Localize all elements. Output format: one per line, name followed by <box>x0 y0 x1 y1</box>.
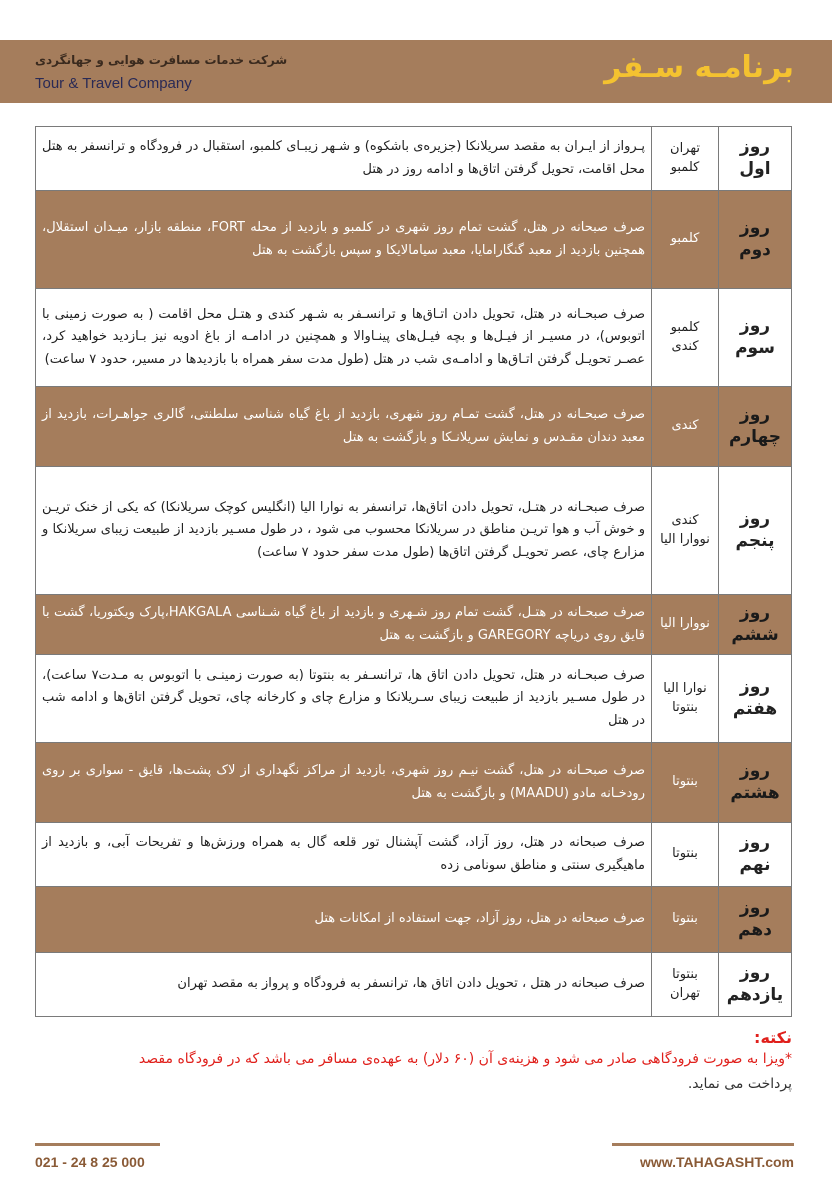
itinerary-row <box>36 289 792 387</box>
city-cell <box>652 387 719 467</box>
day-cell <box>719 289 792 387</box>
note-line-1: *ویزا به صورت فرودگاهی صادر می شود و هزینه‌ی آن (۶۰ دلار) به عهده‌ی مسافر می باشد که در فرودگاه مقصد <box>138 1051 792 1067</box>
city-cell <box>652 953 719 1017</box>
day-number: یازدهم <box>726 984 784 1005</box>
day-description: صرف صبحانه در هتل ، تحویل دادن اتاق ها، ترانسفر به فرودگاه و پرواز به مقصد تهران <box>36 953 652 1017</box>
company-name-fa: شرکت خدمات مسافرت هوایی و جهانگردی <box>35 53 288 67</box>
city-cell <box>652 289 719 387</box>
day-label: روز <box>739 509 771 530</box>
city-name: نووارا الیا <box>660 616 710 632</box>
day-description: صرف صبحـانه در هتل، گشت نیـم روز شهری، بازدید از مراکز نگهداری از لاک پشت‌ها، قایق - سواری بر روی رودخـانه مادو (MAADU) و بازگشت به هتل <box>36 743 652 823</box>
city-name: تهران <box>670 140 700 156</box>
page-title: برنامـه سـفر <box>604 50 794 85</box>
itinerary-row <box>36 743 792 823</box>
city-cell <box>652 743 719 823</box>
website-link[interactable]: www.TAHAGASHT.com <box>639 1154 794 1170</box>
day-description: صرف صبحانه در هتل، روز آزاد، جهت استفاده از امکانات هتل <box>36 887 652 953</box>
day-description: پـرواز از ایـران به مقصد سریلانکا (جزیره‌ی باشکوه) و شـهر زیبـای کلمبو، استقبال در فرودگاه و ترانسفر به هتل محل اقامت، تحویل گرفتن اتاق‌ها و ادامه روز در هتل <box>36 127 652 191</box>
city-name: بنتوتا <box>672 966 698 982</box>
itinerary-row <box>36 127 792 191</box>
city-name: بنتوتا <box>672 846 698 862</box>
day-number: چهارم <box>728 426 782 447</box>
day-label: روز <box>739 405 771 426</box>
day-cell <box>719 655 792 743</box>
city-cell <box>652 127 719 191</box>
day-number: سوم <box>735 337 775 358</box>
footer-divider <box>35 1143 160 1146</box>
itinerary-row <box>36 655 792 743</box>
phone-number: 021 - 24 8 25 000 <box>35 1154 145 1170</box>
city-name-secondary: کلمبو <box>670 159 700 175</box>
day-description: صرف صبحـانه در هتـل، تحویل دادن اتاق‌ها، ترانسفر به نوارا الیا (انگلیس کوچک سریلانکا) که یکی از خنک تریـن و خوش آب و هوا تریـن مناطق در سریلانکا محسوب می شود ، در طول مسـیر بازدید از طبیعت زیبای سریلانکا و مزارع چای، عصر تحویـل گرفتن اتاق‌ها (طول مدت سفر حدود ۷ ساعت) <box>36 467 652 595</box>
day-number: پنجم <box>735 530 775 551</box>
day-cell <box>719 467 792 595</box>
footer-divider <box>612 1143 794 1146</box>
day-number: هشتم <box>730 782 780 803</box>
city-cell <box>652 887 719 953</box>
day-description: صرف صبحانه در هتل، روز آزاد، گشت آپشنال تور قلعه گال به همراه ورزش‌ها و تفریحات آبی، و بازدید از ماهیگیری سنتی و مناطق سونامی زده <box>36 823 652 887</box>
itinerary-row <box>36 595 792 655</box>
day-label: روز <box>739 761 771 782</box>
city-name: نوارا الیا <box>663 680 707 696</box>
day-number: هفتم <box>732 698 778 719</box>
day-description: صرف صبحـانه در هتل، تحویل دادن اتاق ها، ترانسـفر به بنتوتا (به صورت زمینـی با اتوبوس به مـدت۷ ساعت)، در طول مسـیر بازدید از طبیعت زیبای سـریلانکا و مزارع چای و کارخانه چای، تحویل گرفتن اتاق‌ها و ادامه شب در هتل <box>36 655 652 743</box>
day-number: دوم <box>739 239 771 260</box>
day-cell <box>719 191 792 289</box>
header-bar <box>0 40 832 103</box>
city-name: کلمبو <box>670 319 700 335</box>
city-cell <box>652 191 719 289</box>
day-cell <box>719 887 792 953</box>
note-title: نکته: <box>754 1028 792 1047</box>
day-description: صرف صبحـانه در هتل، تحویل دادن اتـاق‌ها و ترانسـفر به شـهر کندی و هتـل محل اقامت ( به صورت زمینی با اتوبوس)، در مسیـر از فیـل‌ها و بچه فیـل‌های پینـاوالا و همچنین در ادامـه از باغ ادویه نیز بـازدید خواهید کرد، عصـر تحویـل گرفتن اتـاق‌ها و ادامـه‌ی شب در هتل (طول مدت سفر همراه با بازدیدها در مسیر، حدود ۷ ساعت) <box>36 289 652 387</box>
note-line-2: پرداخت می نماید. <box>687 1075 792 1092</box>
itinerary-row <box>36 953 792 1017</box>
footer-phone-block <box>35 1143 160 1170</box>
day-cell <box>719 953 792 1017</box>
day-description: صرف صبحـانه در هتل، گشت تمـام روز شهری، بازدید از باغ گیاه شناسی سلطنتی، گالری جواهـرات، بازدید از معبد دندان مقـدس و نمایش سریلانـکا و بازگشت به هتل <box>36 387 652 467</box>
day-cell <box>719 743 792 823</box>
day-label: روز <box>739 963 771 984</box>
day-label: روز <box>739 137 771 158</box>
city-name-secondary: تهران <box>670 985 700 1001</box>
day-cell <box>719 823 792 887</box>
day-label: روز <box>739 316 771 337</box>
itinerary-row <box>36 887 792 953</box>
day-number: نهم <box>739 854 771 875</box>
itinerary-table <box>35 126 792 1017</box>
company-name-en: Tour & Travel Company <box>35 75 192 92</box>
city-cell <box>652 823 719 887</box>
day-cell <box>719 595 792 655</box>
day-label: روز <box>739 898 771 919</box>
day-label: روز <box>739 218 771 239</box>
city-name-secondary: کندی <box>671 338 699 354</box>
day-description: صرف صبحـانه در هتـل، گشت تمام روز شـهری و بازدید از باغ گیاه شـناسی HAKGALA،پارک ویکتوریا، گشت با قایق روی دریاچه GAREGORY و بازگشت به هتل <box>36 595 652 655</box>
city-name: بنتوتا <box>672 774 698 790</box>
city-name: کندی <box>671 418 699 434</box>
city-name-secondary: بنتوتا <box>672 699 698 715</box>
day-number: اول <box>739 158 771 179</box>
day-cell <box>719 127 792 191</box>
day-label: روز <box>739 833 771 854</box>
city-name: بنتوتا <box>672 911 698 927</box>
city-name: کلمبو <box>670 231 700 247</box>
city-cell <box>652 595 719 655</box>
day-label: روز <box>739 677 771 698</box>
day-number: ششم <box>731 624 779 645</box>
day-label: روز <box>739 603 771 624</box>
day-cell <box>719 387 792 467</box>
itinerary-row <box>36 467 792 595</box>
note-section <box>32 1028 792 1096</box>
day-description: صرف صبحانه در هتل، گشت تمام روز شهری در کلمبو و بازدید از محله FORT، منطقه بازار، میـدان استقلال، همچنین بازدید از معبد گنگارامایا، معبد سیامالایکا و سپس بازگشت به هتل <box>36 191 652 289</box>
day-number: دهم <box>738 919 772 940</box>
city-name: کندی <box>671 512 699 528</box>
note-text <box>32 1047 792 1096</box>
itinerary-row <box>36 823 792 887</box>
itinerary-row <box>36 387 792 467</box>
itinerary-row <box>36 191 792 289</box>
city-cell <box>652 467 719 595</box>
city-name-secondary: نووارا الیا <box>660 531 710 547</box>
footer-website-block <box>612 1143 794 1170</box>
city-cell <box>652 655 719 743</box>
